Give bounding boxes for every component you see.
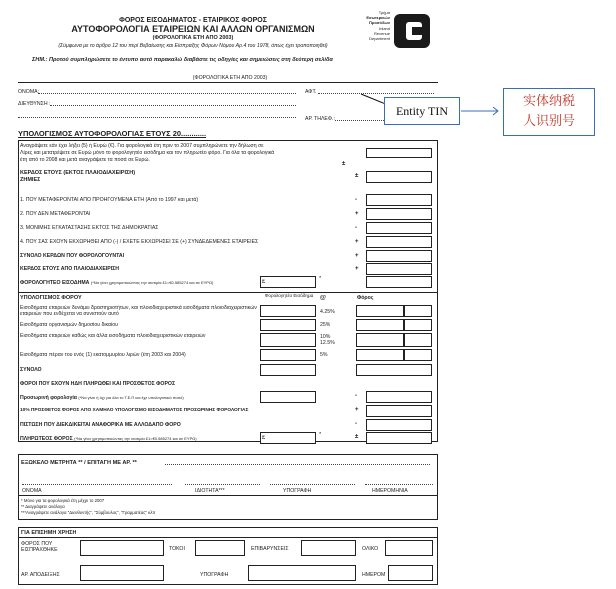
payable-label (20, 436, 258, 442)
auditor-capacity-field[interactable] (185, 484, 260, 485)
intro-line-2: Λίρες και μετατρέψετε σε Ευρώ μόνο το φορολογητέο εισόδημα και τον πληρωτέο φόρο. Για όλα τα φορολογικά (20, 150, 275, 156)
tax-row-2-extra[interactable] (404, 319, 432, 331)
payable-box[interactable] (260, 432, 316, 444)
name-label: ΟΝΟΜΑ: (18, 89, 40, 95)
tax-row-2-tax[interactable] (356, 319, 404, 331)
intro-line-1: Αναγράψετε εάν έχει λήξει (5) ή Ευρώ (€). Για φορολογικά έτη πριν το 2007 συμπληρώνετε την δήλωση σε (20, 143, 264, 149)
official-title-rule (18, 537, 438, 538)
sign-loss-3: - (355, 225, 357, 231)
sign-loss-4: + (355, 239, 359, 245)
col-capacity: ΙΔΙΟΤΗΤΑ*** (195, 488, 225, 494)
official-title: ΓΙΑ ΕΠΙΣΗΜΗ ΧΡΗΣΗ (21, 530, 77, 536)
official-signature-label: ΥΠΟΓΡΑΦΗ (200, 572, 229, 578)
blue-arrow-icon (461, 106, 505, 116)
charges-box[interactable] (301, 540, 356, 556)
credit-box[interactable] (366, 419, 432, 431)
tax-row-4-label: Εισοδήματα πέραν του ενός (1) εκατομμυρίου λιρών (έτη 2003 και 2004) (20, 352, 186, 358)
tax-row-4-tax[interactable] (356, 349, 404, 361)
taxable-income-note: (*Να γίνει χρησιμοποιώντας την ισοτιμία £1=€0.585274 και σε ΕΥΡΩ) (90, 280, 214, 285)
sign-ten-percent: + (355, 407, 359, 413)
auditor-date-field[interactable] (365, 484, 433, 485)
sign-portfolio: + (355, 266, 359, 272)
loss-3-box[interactable] (366, 222, 432, 234)
tax-year-caption: (ΦΟΡΟΛΟΓΙΚΑ ΕΤΗ ΑΠΟ 2003) (192, 75, 268, 81)
payment-field[interactable] (165, 464, 430, 465)
payable-tax-box[interactable] (366, 432, 432, 444)
tax-total-label: ΣΥΝΟΛΟ (20, 367, 42, 373)
currency-box[interactable] (366, 148, 432, 158)
official-date-box[interactable] (388, 565, 433, 581)
tax-row-1-extra[interactable] (404, 305, 432, 317)
calc-title (18, 129, 206, 138)
loss-item-2: 2. ΠΟΥ ΔΕΝ ΜΕΤΑΦΕΡΟΝΤΑΙ (20, 211, 91, 217)
total-profit-label: ΣΥΝΟΛΟ ΚΕΡΔΩΝ ΠΟΥ ΦΟΡΟΛΟΓΟΥΝΤΑΙ (20, 253, 125, 259)
tax-section-rule (18, 292, 438, 293)
tax-row-2-income[interactable] (260, 319, 316, 331)
chinese-line-2: 人识别号 (522, 114, 575, 129)
credit-label: ΠΙΣΤΩΣΗ ΠΟΥ ΔΙΕΚΔΙΚΕΙΤΑΙ ΑΝΑΦΟΡΙΚΑ ΜΕ ΑΛΛΟΔΑΠΟ ΦΟΡΟ (20, 422, 181, 428)
tax-total-tax-box[interactable] (356, 364, 432, 376)
logo-mark-icon (394, 14, 430, 48)
payable-note: (*Να γίνει χρησιμοποιώντας την ισοτιμία £1=€0.585274 και σε ΕΥΡΩ) (74, 436, 197, 441)
tax-row-2-label: Εισοδήματα οργανισμών δημοσίου δικαίου (20, 322, 118, 328)
calc-year-blank: 20............ (172, 129, 207, 138)
total-box[interactable] (385, 540, 433, 556)
sign-total: + (355, 253, 359, 259)
interest-label: ΤΟΚΟΙ (169, 546, 185, 552)
tax-row-3-tax[interactable] (356, 333, 404, 347)
tax-collected-box[interactable] (80, 540, 164, 556)
paid-title: ΦΟΡΟΙ ΠΟΥ ΕΧΟΥΝ ΗΔΗ ΠΛΗΡΩΘΕΙ ΚΑΙ ΠΡΟΣΘΕΤΟΣ ΦΟΡΟΣ (20, 381, 176, 387)
provisional-note: (*Να γίνει ή όχι για όλα το Τ.Ε.Π και έχε υπολογιστικό ποσό) (78, 395, 184, 400)
loss-item-3: 3. ΜΟΝΙΜΗΣ ΕΓΚΑΤΑΣΤΑΣΗΣ ΕΚΤΟΣ ΤΗΣ ΔΗΜΟΚΡΑΤΙΑΣ (20, 225, 159, 231)
provisional-label (20, 395, 258, 401)
provisional-box[interactable] (260, 391, 316, 403)
loss-1-box[interactable] (366, 194, 432, 206)
loss-item-4: 4. ΠΟΥ ΣΑΣ ΕΧΟΥΝ ΕΚΧΩΡΗΘΕΙ ΑΠΟ (-) / ΕΧΕΤΕ ΕΚΧΩΡΗΣΕΙ ΣΕ (+) ΣΥΝΔΕΔΕΜΕΝΕΣ ΕΤΑΙΡΕΙΕΣ (20, 239, 259, 245)
profit-box[interactable] (366, 171, 432, 183)
auditor-signature-field[interactable] (270, 484, 355, 485)
tax-calc-title: ΥΠΟΛΟΓΙΣΜΟΣ ΦΟΡΟΥ (20, 295, 82, 301)
loss-4-box[interactable] (366, 236, 432, 248)
tax-collected-label: ΦΟΡΟΣ ΠΟΥ ΕΙΣΠΡΑΧΘΗΚΕ (21, 541, 58, 553)
address-field-2[interactable] (18, 117, 296, 118)
sign-profit: ± (355, 173, 359, 179)
provisional-tax-box[interactable] (366, 391, 432, 403)
loss-2-box[interactable] (366, 208, 432, 220)
total-profit-box[interactable] (366, 250, 432, 262)
chinese-line-1: 实体纳税 (522, 94, 575, 109)
charges-label: ΕΠΙΒΑΡΥΝΣΕΙΣ (251, 546, 289, 552)
sign-loss-1: - (355, 197, 357, 203)
sign-provisional: - (355, 393, 357, 399)
interest-box[interactable] (195, 540, 245, 556)
taxable-income-text: ΦΟΡΟΛΟΓΗΤΕΟ ΕΙΣΟΔΗΜΑ (20, 280, 90, 286)
payable-currency: £ (262, 435, 266, 441)
tax-row-3-rate: 10% 12.5% (320, 334, 335, 346)
col-date: ΗΜΕΡΟΜΗΝΙΑ (372, 488, 408, 494)
address-label: ΔΙΕΥΘΥΝΣΗ : (18, 101, 51, 107)
payable-text: ΠΛΗΡΩΤΕΟΣ ΦΟΡΟΣ (20, 436, 73, 442)
portfolio-profit-box[interactable] (366, 263, 432, 275)
important-note: ΣΗΜ.: Προτού συμπληρώσετε το έντυπο αυτό παρακαλώ διαβάστε τις οδηγίες και σημειώσεις στη δεύτερη σελίδα (32, 57, 333, 63)
tax-row-1-rate: 4.25% (320, 309, 335, 315)
tax-row-3-label: Εισοδήματα εταιρειών καθώς και άλλα εισοδήματα πλοιοδιαχειριστικών εταιρειών (20, 333, 206, 339)
note-1: * Μόνο για τα φορολογικά έτη μέχρι το 2007 (21, 498, 105, 503)
taxable-income-box-2[interactable] (366, 276, 432, 288)
form-title-2: ΑΥΤΟΦΟΡΟΛΟΓΙΑ ΕΤΑΙΡΕΙΩΝ ΚΑΙ ΑΛΛΩΝ ΟΡΓΑΝΙΣΜΩΝ (71, 24, 315, 34)
portfolio-profit-label: ΚΕΡΔΟΣ ΕΤΟΥΣ ΑΠΟ ΠΛΑΙΟΔΙΑΧΕΙΡΙΣΗ (20, 266, 120, 272)
ten-percent-box[interactable] (366, 405, 432, 417)
auditor-name-field[interactable] (22, 484, 172, 485)
calc-title-text: ΥΠΟΛΟΓΙΣΜΟΣ ΑΥΤΟΦΟΡΟΛΟΓΙΑΣ ΕΤΟΥΣ (18, 129, 171, 138)
ten-percent-label: 10% ΠΡΟΣΘΕΤΟΣ ΦΟΡΟΣ ΑΠΟ ΧΑΜΗΛΟ ΥΠΟΛΟΓΙΣΜΟ ΕΙΣΟΔΗΜΑΤΟΣ ΠΡΟΣΩΡΙΝΗΣ ΦΟΡΟΛΟΓΙΑΣ (20, 408, 249, 413)
tax-row-1-income[interactable] (260, 305, 316, 317)
taxable-income-label (20, 280, 260, 286)
chinese-callout (503, 88, 595, 136)
loss-item-1: 1. ΠΟΥ ΜΕΤΑΦΕΡΟΝΤΑΙ ΑΠΟ ΠΡΟΗΓΟΥΜΕΝΑ ΕΤΗ (Από το 1997 και μετά) (20, 197, 199, 203)
official-signature-box[interactable] (248, 565, 356, 581)
tax-row-4-income[interactable] (260, 349, 316, 361)
phone-label: ΑΡ. ΤΗΛΕΦ.: (305, 116, 335, 122)
inland-revenue-logo: Τμήμα Εσωτερικών Προσόδων Inland Revenue Department (356, 10, 436, 56)
tax-row-1-label: Εισοδήματα εταιρειών δυνάμει δραστηριοτήτων, και πλοιοδιαχειριστικά εισοδήματα πλοιοδιαχειριστικών εταιρειών που ενδέχεται να συνιστούν αυτό (20, 305, 257, 317)
tax-row-4-extra[interactable] (404, 349, 432, 361)
address-field[interactable] (50, 105, 296, 106)
receipt-no-label: ΑΡ. ΑΠΟΔΕΙΞΗΣ (21, 572, 60, 578)
col-signature: ΥΠΟΓΡΑΦΗ (283, 488, 312, 494)
plusminus-sign: ± (342, 161, 346, 167)
tax-row-2-rate: 25% (320, 322, 331, 328)
receipt-no-box[interactable] (80, 565, 164, 581)
form-title-1: ΦΟΡΟΣ ΕΙΣΟΔΗΜΑΤΟΣ - ΕΤΑΙΡΙΚΟΣ ΦΟΡΟΣ (119, 17, 267, 24)
payment-label: ΕΞΩΚΕΛΟ ΜΕΤΡΗΤΑ ** / ΕΠΙΤΑΓΗ ΜΕ ΑΡ. ** (21, 460, 137, 466)
tax-row-3-income[interactable] (260, 333, 316, 347)
col-name: ΟΝΟΜΑ (22, 488, 42, 494)
sign-loss-2: + (355, 211, 359, 217)
law-note: (Σύμφωνα με το άρθρο 12 του περί Βεβαίωσης και Είσπραξης Φόρων Νόμου Αρ.4 του 1978, όπως έχει τροποποιηθεί) (58, 43, 328, 49)
losses-label: ΖΗΜΙΕΣ (20, 177, 41, 183)
note-3: ***Αναγράψετε ανάλογα "Διευθυντής", "Σύμβουλος", "Γραμματέας" κλπ (21, 510, 156, 515)
col-income-header: Φορολογητέο Εισόδημα (264, 293, 314, 298)
intro-line-3: έτη από το 2008 και μετά αναγράψετε τα ποσά σε Ευρώ. (20, 157, 150, 163)
col-rate-header: @ (320, 295, 326, 301)
tax-row-3-extra[interactable] (404, 333, 432, 347)
col-tax-header: Φόρος (357, 295, 374, 301)
provisional-text: Προσωρινή φορολογία (20, 395, 77, 401)
notes-rule (18, 495, 438, 496)
sign-payable: ± (355, 434, 359, 440)
form-title-3: (ΦΟΡΟΛΟΓΙΚΑ ΕΤΗ ΑΠΟ 2003) (152, 35, 234, 41)
tax-total-box[interactable] (260, 364, 316, 376)
tin-label: ΑΦΤ. (305, 89, 317, 95)
name-field[interactable] (38, 93, 296, 94)
profit-label: ΚΕΡΔΟΣ ΕΤΟΥΣ (ΕΚΤΟΣ ΠΛΑΙΟΔΙΑΧΕΙΡΙΣΗ) (20, 170, 136, 176)
note-2: ** Διαγράψετε ανάλογα (21, 504, 65, 509)
entity-tin-callout: Entity TIN (384, 97, 460, 125)
tax-row-4-rate: 5% (320, 352, 328, 358)
sign-credit: - (355, 421, 357, 427)
official-date-label: ΗΜΕΡΟΜ (362, 572, 386, 578)
taxable-star: * (319, 276, 322, 282)
taxable-income-box[interactable] (260, 276, 316, 288)
header-rule (18, 82, 438, 83)
taxable-currency: £ (262, 279, 266, 285)
tax-row-1-tax[interactable] (356, 305, 404, 317)
payable-star: * (319, 432, 322, 438)
total-label: ΟΛΙΚΟ (362, 546, 379, 552)
